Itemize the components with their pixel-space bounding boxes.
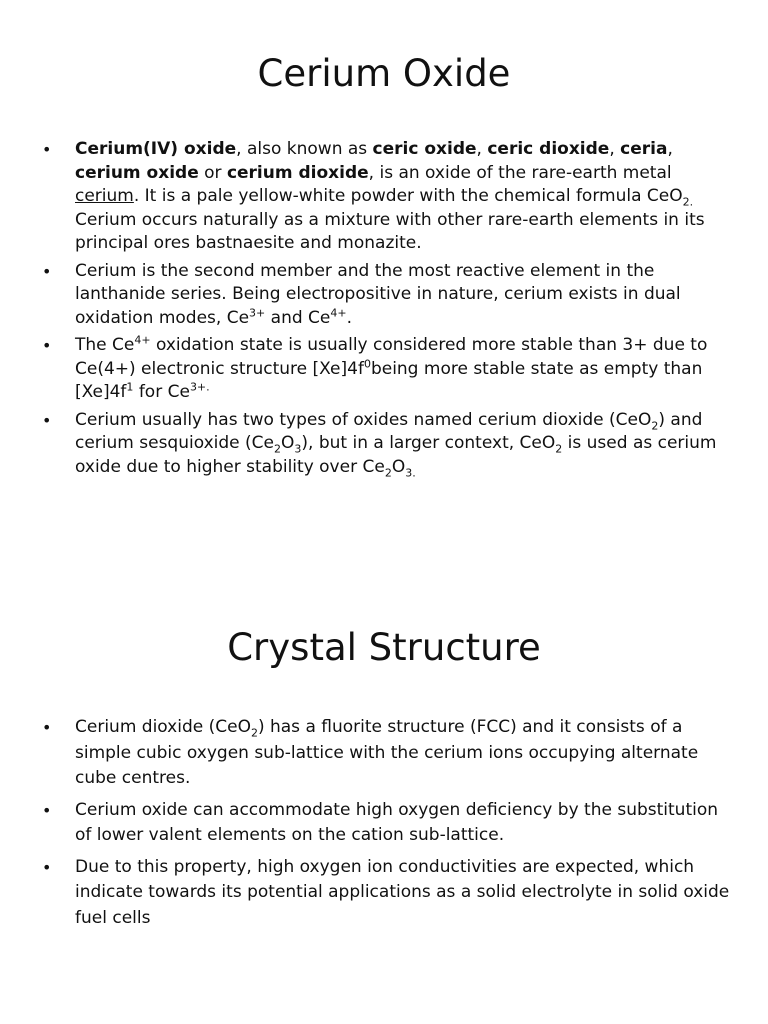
bullet-item — [40, 138, 730, 256]
slide-title: Crystal Structure — [227, 626, 541, 669]
bullet-list — [40, 715, 730, 937]
text: ) and cerium sesquioxide (Ce — [75, 409, 703, 453]
superscript: 0 — [363, 356, 371, 370]
bullet-item: • Due to this property, high oxygen ion conductivities are expected, which indicate towards its potential applications as a solid electrolyte in solid oxide fuel cells — [40, 855, 730, 932]
text: for Ce — [133, 382, 190, 402]
superscript: 4+ — [330, 305, 347, 319]
subscript: 2 — [651, 418, 659, 432]
subscript: 3. — [405, 465, 416, 479]
bold-term: ceria — [620, 139, 668, 159]
subscript: 2 — [555, 442, 563, 456]
subscript: 3 — [294, 442, 302, 456]
text: , — [667, 139, 673, 159]
text: , — [476, 139, 488, 159]
superscript: 1 — [126, 380, 134, 394]
superscript: 3+. — [189, 380, 210, 394]
bullet-item — [40, 409, 730, 480]
bold-term: cerium dioxide — [226, 162, 369, 183]
text: ) has a fluorite structure (FCC) and it consists of a simple cubic oxygen sub-lattice with the cerium ions occupying alternate cube centres. — [75, 717, 699, 788]
bold-term: ceric oxide — [372, 139, 477, 159]
subscript: 2 — [250, 726, 258, 740]
superscript: 3+ — [249, 305, 266, 319]
text: oxidation state is usually considered more stable than 3+ due to Ce(4+) electronic structure [Xe]4f — [75, 335, 708, 379]
text: ), but in a larger context, CeO — [301, 433, 556, 453]
text: is used as cerium oxide due to higher stability over Ce — [75, 433, 717, 477]
slide-crystal-structure — [0, 512, 768, 1024]
text: O — [391, 456, 406, 477]
text: The Ce — [75, 335, 135, 355]
bold-term: Cerium(IV) oxide — [75, 139, 237, 159]
text: Cerium is the second member and the most reactive element in the lanthanide series. Being electropositive in nature, cerium exists in dual oxidation modes, Ce — [75, 260, 681, 328]
text: , is an oxide of the rare-earth metal — [368, 162, 672, 183]
slide-title: Cerium Oxide — [257, 52, 511, 95]
bullet-list — [40, 138, 730, 483]
text: Cerium dioxide (CeO — [75, 717, 251, 737]
text: or — [198, 162, 227, 183]
text: and Ce — [265, 307, 331, 328]
bullet-item — [40, 334, 730, 405]
text: being more stable state as empty than [Xe]4f — [75, 358, 703, 402]
cerium-link[interactable]: cerium — [75, 186, 134, 206]
text: , — [609, 139, 621, 159]
bold-term: cerium oxide — [75, 162, 199, 183]
bullet-item: • Cerium oxide can accommodate high oxygen deficiency by the substitution of lower valent elements on the cation sub-lattice. — [40, 798, 730, 849]
subscript: 2 — [384, 465, 392, 479]
text: Cerium usually has two types of oxides named cerium dioxide (CeO — [75, 409, 652, 430]
text: . — [346, 307, 353, 328]
subscript: 2 — [274, 442, 281, 456]
bullet-item — [40, 715, 730, 792]
bold-term: ceric dioxide — [487, 139, 610, 159]
text: , also known as — [236, 139, 373, 159]
bullet-item — [40, 260, 730, 331]
text: O — [281, 433, 295, 453]
text: . It is a pale yellow-white powder with the chemical formula CeO — [133, 186, 683, 206]
subscript: 2. — [682, 195, 694, 209]
superscript: 4+ — [134, 333, 151, 347]
text: Cerium occurs naturally as a mixture with other rare-earth elements in its principal ores bastnaesite and monazite. — [75, 209, 705, 253]
